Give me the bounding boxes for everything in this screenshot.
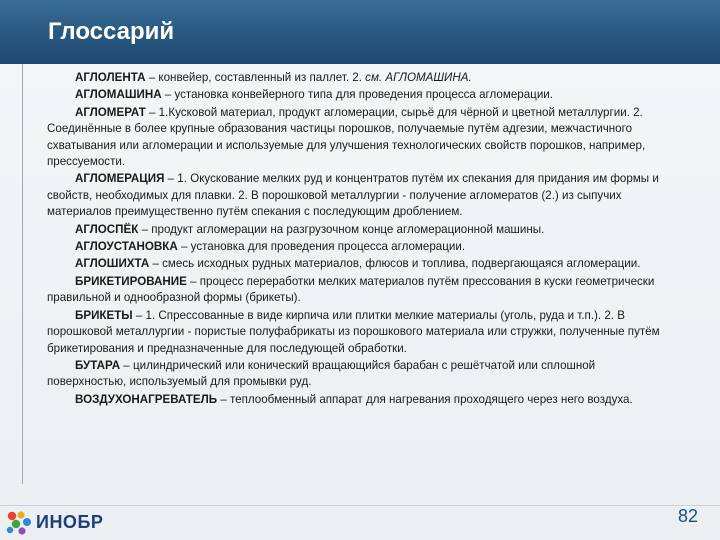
- glossary-entry: [47, 274, 672, 307]
- glossary-entry: [47, 70, 672, 86]
- glossary-definition: – 1. Спрессованные в виде кирпича или плитки мелкие материалы (уголь, руда и т.п.). 2. В порошковой металлургии - пористые полуфабрикаты из порошкового материала или стружки, полученные путём брикетирования и предназначенные для последующей обработки.: [47, 308, 660, 355]
- glossary-definition: – смесь исходных рудных материалов, флюсов и топлива, подвергающаяся агломерации.: [149, 257, 641, 271]
- logo-text: ИНОБР: [36, 512, 104, 532]
- glossary-definition: – процесс переработки мелких материалов путём прессования в куски геометрически правильной и однообразной формы (брикеты).: [47, 274, 655, 305]
- page-number: 82: [677, 506, 698, 526]
- glossary-term: АГЛОСПЁК: [75, 222, 139, 236]
- glossary-definition: – 1. Окускование мелких руд и концентратов путём их спекания для придания им формы и свойств, необходимых для плавки. 2. В порошковой металлургии - получение агломератов (2.) из сыпучих материалов преимущественно путём спекания с последующим дроблением.: [47, 172, 659, 219]
- glossary-definition: – цилиндрический или конический вращающийся барабан с решётчатой или сплошной поверхностью, используемый для промывки руд.: [47, 358, 596, 389]
- glossary-entry: [47, 239, 672, 255]
- glossary-definition: – установка конвейерного типа для проведения процесса агломерации.: [161, 88, 553, 102]
- glossary-term: БРИКЕТЫ: [75, 308, 133, 322]
- slide-title: Глоссарий: [48, 18, 175, 45]
- glossary-entry: [47, 171, 672, 220]
- glossary-term: БУТАРА: [75, 358, 121, 372]
- glossary-entry: [47, 87, 672, 103]
- logo-dots-icon: [6, 510, 34, 536]
- glossary-entry: [47, 105, 672, 171]
- glossary-entry: [47, 392, 672, 408]
- glossary-term: АГЛОМАШИНА: [75, 88, 162, 102]
- glossary-entry: [47, 308, 672, 357]
- glossary-reference: см. АГЛОМАШИНА.: [365, 71, 472, 84]
- glossary-definition: – конвейер, составленный из паллет. 2.: [145, 71, 366, 84]
- glossary-entry: [47, 358, 672, 391]
- glossary-definition: – продукт агломерации на разгрузочном конце агломерационной машины.: [138, 222, 545, 236]
- left-divider: [22, 64, 23, 484]
- glossary-entry: [47, 256, 672, 272]
- glossary-term: АГЛОЛЕНТА: [75, 71, 146, 84]
- glossary-definition: – 1.Кусковой материал, продукт агломерации, сырьё для чёрной и цветной металлургии. 2. Соединённые в более крупные образования частицы порошков, получаемые путём адгезии, межчастичного схватывания или агломерации и используемые для улучшения технологических свойств порошков, например, прессуемости.: [47, 105, 646, 169]
- glossary-term: АГЛОШИХТА: [75, 257, 150, 271]
- glossary-definition: – установка для проведения процесса агломерации.: [177, 240, 466, 254]
- glossary-entry: [47, 222, 672, 238]
- glossary-term: АГЛОУСТАНОВКА: [75, 240, 178, 254]
- glossary-term: ВОЗДУХОНАГРЕВАТЕЛЬ: [75, 392, 218, 406]
- footer-divider: [0, 505, 720, 506]
- glossary-term: АГЛОМЕРАЦИЯ: [75, 172, 165, 186]
- glossary-definition: – теплообменный аппарат для нагревания проходящего через него воздуха.: [217, 392, 633, 406]
- slide-header: [0, 0, 720, 64]
- inobr-logo: [6, 508, 106, 536]
- glossary-content: [47, 70, 672, 409]
- glossary-term: АГЛОМЕРАТ: [75, 105, 146, 119]
- glossary-term: БРИКЕТИРОВАНИЕ: [75, 274, 187, 288]
